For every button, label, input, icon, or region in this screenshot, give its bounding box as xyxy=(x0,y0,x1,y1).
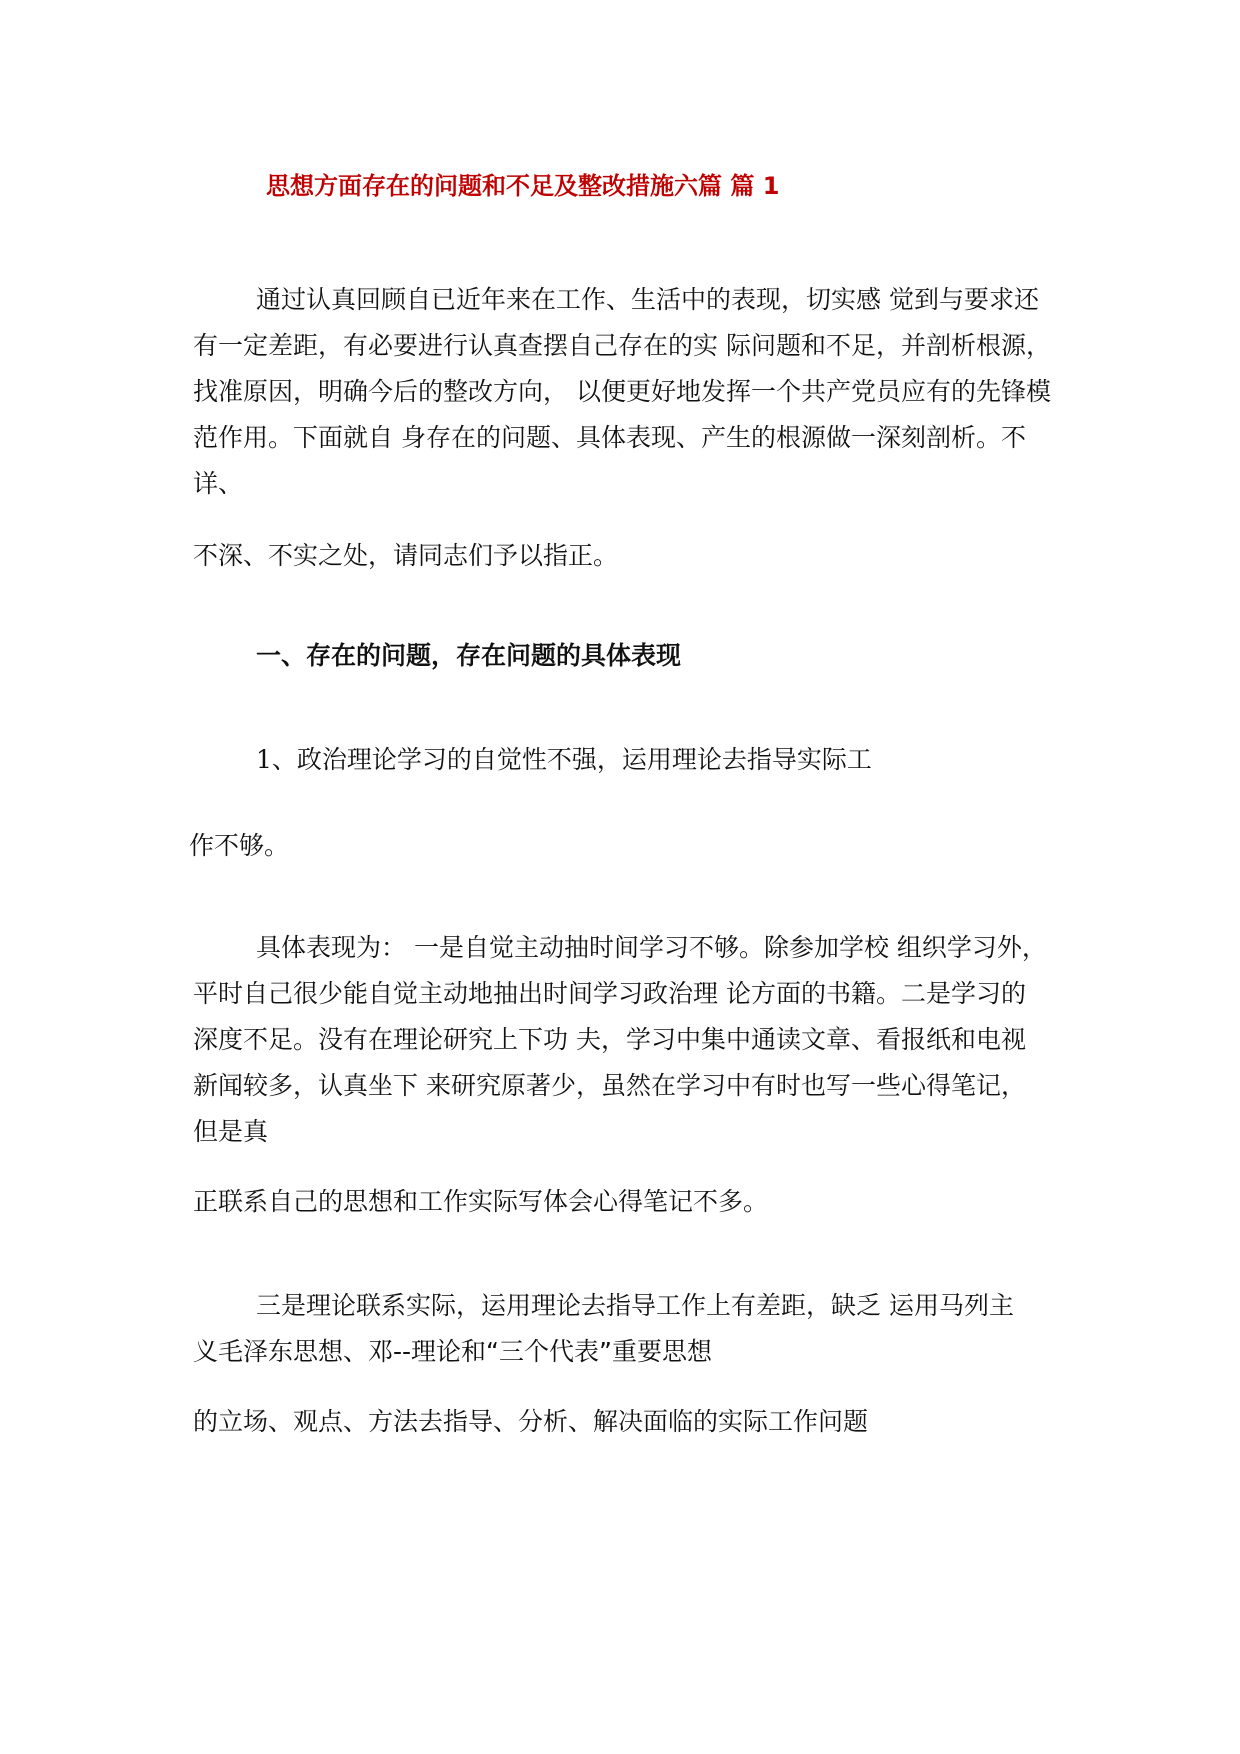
document-title: 思想方面存在的问题和不足及整改措施六篇 篇 1 xyxy=(266,172,780,200)
intro-line-3: 找准原因，明确今后的整改方向， 以便更好地发挥一个共产党员应有的先锋模 xyxy=(193,377,1051,406)
third-after: 的立场、观点、方法去指导、分析、解决面临的实际工作问题 xyxy=(193,1407,869,1436)
detail-after: 正联系自己的思想和工作实际写体会心得笔记不多。 xyxy=(193,1187,769,1216)
item-1-number: 1 xyxy=(256,745,272,774)
intro-after: 不深、不实之处，请同志们予以指正。 xyxy=(193,541,619,570)
intro-line-1: 通过认真回顾自已近年来在工作、生活中的表现，切实感 觉到与要求还 xyxy=(256,285,1039,314)
intro-line-2: 有一定差距，有必要进行认真查摆自己存在的实 际问题和不足，并剖析根源， xyxy=(193,331,1051,360)
item-1-text: 、政治理论学习的自觉性不强，运用理论去指导实际工 xyxy=(271,745,872,774)
section-heading: 一、存在的问题，存在问题的具体表现 xyxy=(256,641,682,670)
intro-line-4: 范作用。下面就自 身存在的问题、具体表现、产生的根源做一深刻剖析。不 xyxy=(193,423,1026,452)
detail-line-5: 但是真 xyxy=(193,1117,269,1146)
detail-line-1: 具体表现为： 一是自觉主动抽时间学习不够。除参加学校 组织学习外， xyxy=(256,933,1047,962)
item-1-continuation: 作不够。 xyxy=(189,831,290,860)
third-line-1: 三是理论联系实际，运用理论去指导工作上有差距，缺乏 运用马列主 xyxy=(256,1291,1014,1320)
intro-line-5: 详、 xyxy=(193,469,244,498)
detail-line-4: 新闻较多，认真坐下 来研究原著少，虽然在学习中有时也写一些心得笔记， xyxy=(193,1071,1026,1100)
detail-line-3: 深度不足。没有在理论研究上下功 夫，学习中集中通读文章、看报纸和电视 xyxy=(193,1025,1026,1054)
third-line-2: 义毛泽东思想、邓--理论和“三个代表”重要思想 xyxy=(193,1337,712,1366)
detail-line-2: 平时自己很少能自觉主动地抽出时间学习政治理 论方面的书籍。二是学习的 xyxy=(193,979,1026,1008)
item-1 xyxy=(256,744,872,776)
